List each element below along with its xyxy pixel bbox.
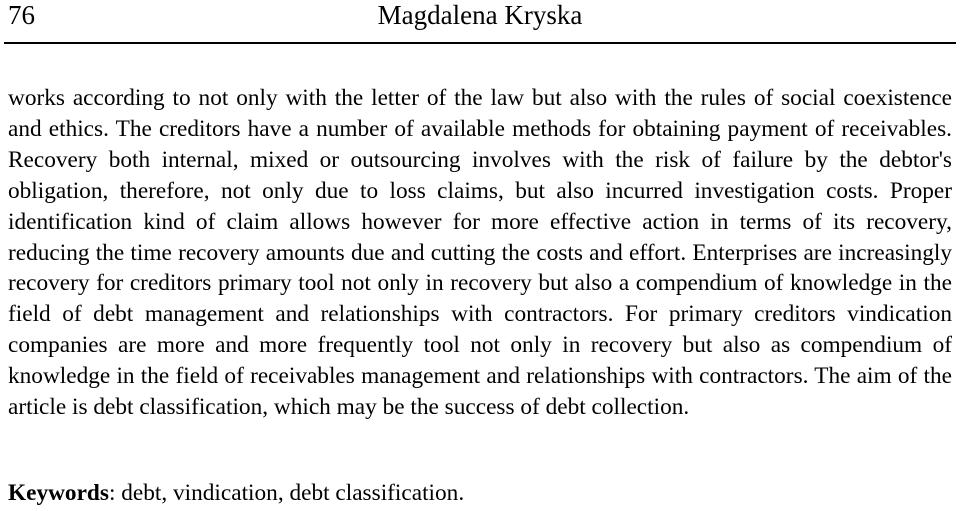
running-head-author: Magdalena Kryska [377, 0, 583, 30]
keywords-line [8, 478, 952, 508]
abstract-paragraph: works according to not only with the letter of the law but also with the rules of social coexistence and ethics. The creditors have a number of available methods for obtaining payment of receivables. Recovery both internal, mixed or outsourcing involves with the risk of failure by the debtor's obligation, therefore, not only due to loss claims, but also incurred investigation costs. Proper identification kind of claim allows however for more effective action in terms of its recovery, reducing the time recovery amounts due and cutting the costs and effort. Enterprises are increasingly recovery for creditors primary tool not only in recovery but also a compendium of knowledge in the field of debt management and relationships with contractors. For primary creditors vindication companies are more and more frequently tool not only in recovery but also as compendium of knowledge in the field of receivables management and relationships with contractors. The aim of the article is debt classification, which may be the success of debt collection. [8, 85, 952, 421]
keywords-text: debt, vindication, debt classification. [121, 480, 465, 506]
page-header [0, 0, 960, 44]
keywords-separator: : [108, 480, 122, 506]
keywords-label: Keywords [8, 480, 109, 506]
page-number: 76 [8, 0, 35, 30]
header-rule [4, 42, 956, 44]
